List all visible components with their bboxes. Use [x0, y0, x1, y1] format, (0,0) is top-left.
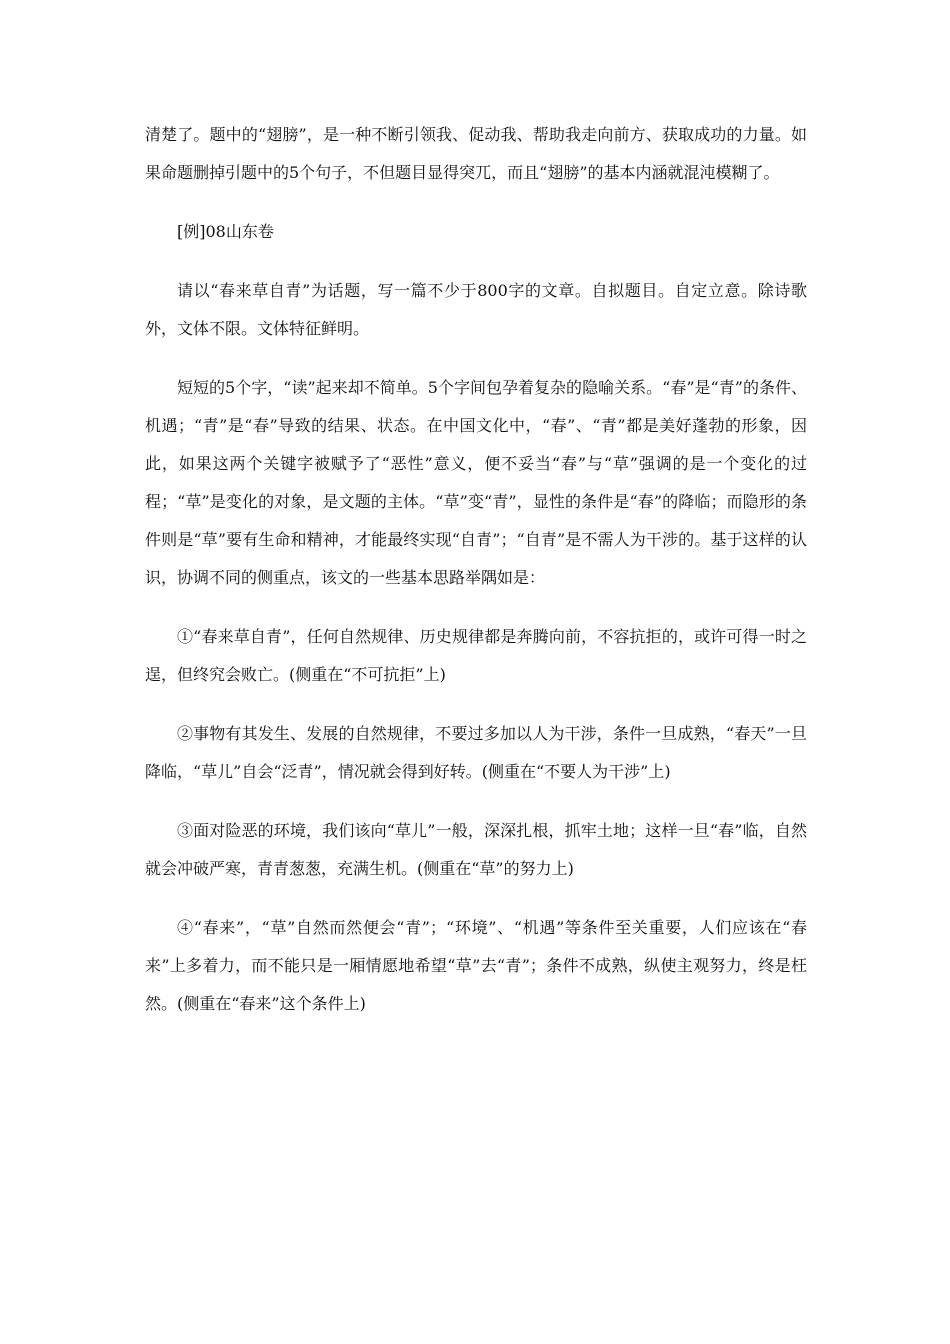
paragraph-continuation: 清楚了。题中的“翅膀”，是一种不断引领我、促动我、帮助我走向前方、获取成功的力量。如果命题删掉引题中的5个句子，不但题目显得突兀，而且“翅膀”的基本内涵就混沌模糊了。 — [145, 125, 807, 182]
example-heading: [例]08山东卷 — [177, 222, 274, 241]
idea-item-1: ①“春来草自青”，任何自然规律、历史规律都是奔腾向前，不容抗拒的，或许可得一时之逞，但终究会败亡。(侧重在“不可抗拒”上) — [145, 627, 807, 684]
analysis-paragraph: 短短的5个字，“读”起来却不简单。5个字间包孕着复杂的隐喻关系。“春”是“青”的条件、机遇；“青”是“春”导致的结果、状态。在中国文化中，“春”、“青”都是美好蓬勃的形象，因此，如果这两个关键字被赋予了“恶性”意义，便不妥当“春”与“草”强调的是一个变化的过程；“草”是变化的对象，是文题的主体。“草”变“青”，显性的条件是“春”的降临；而隐形的条件则是“草”要有生命和精神，才能最终实现“自青”；“自青”是不需人为干涉的。基于这样的认识，协调不同的侧重点，该文的一些基本思路举隅如是： — [145, 378, 807, 587]
idea-item-4: ④“春来”，“草”自然而然便会“青”；“环境”、“机遇”等条件至关重要，人们应该在“春来”上多着力，而不能只是一厢情愿地希望“草”去“青”；条件不成熟，纵使主观努力，终是枉然。(侧重在“春来”这个条件上) — [145, 918, 807, 1013]
essay-prompt-paragraph: 请以“春来草自青”为话题，写一篇不少于800字的文章。自拟题目。自定立意。除诗歌外，文体不限。文体特征鲜明。 — [145, 281, 807, 338]
idea-item-2: ②事物有其发生、发展的自然规律，不要过多加以人为干涉，条件一旦成熟，“春天”一旦降临，“草儿”自会“泛青”，情况就会得到好转。(侧重在“不要人为干涉”上) — [145, 724, 807, 781]
document-body — [145, 116, 807, 1023]
idea-item-3: ③面对险恶的环境，我们该向“草儿”一般，深深扎根，抓牢土地；这样一旦“春”临，自然就会冲破严寒，青青葱葱，充满生机。(侧重在“草”的努力上) — [145, 821, 807, 878]
